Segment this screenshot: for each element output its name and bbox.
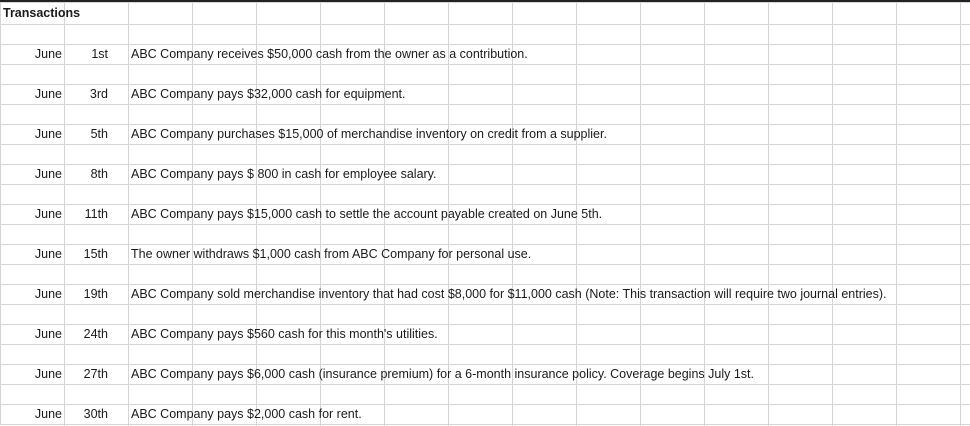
description-cell[interactable]: ABC Company sold merchandise inventory that had cost $8,000 for $11,000 cash (Note: This transaction will require two journal entries). [131,287,887,301]
day-cell[interactable]: 11th [84,207,108,221]
transaction-row [0,324,970,344]
grid-row-line [0,264,970,265]
grid-row-line [0,64,970,65]
transaction-row [0,164,970,184]
description-cell[interactable]: ABC Company pays $ 800 in cash for employee salary. [131,167,437,181]
description-cell[interactable]: ABC Company pays $15,000 cash to settle the account payable created on June 5th. [131,207,603,221]
month-cell[interactable]: June [34,407,62,421]
day-cell[interactable]: 19th [83,287,108,301]
sheet-title[interactable]: Transactions [3,6,81,20]
day-cell[interactable]: 5th [90,127,108,141]
grid-row-line [0,384,970,385]
month-cell[interactable]: June [34,287,62,301]
description-cell[interactable]: ABC Company purchases $15,000 of merchandise inventory on credit from a supplier. [131,127,607,141]
transaction-row [0,364,970,384]
grid-row-line [0,24,970,25]
day-cell[interactable]: 30th [83,407,108,421]
grid-row-line [0,344,970,345]
month-cell[interactable]: June [34,87,62,101]
description-cell[interactable]: The owner withdraws $1,000 cash from ABC Company for personal use. [131,247,532,261]
transaction-row [0,244,970,264]
month-cell[interactable]: June [34,167,62,181]
month-cell[interactable]: June [34,127,62,141]
transaction-row [0,124,970,144]
transaction-row [0,44,970,64]
month-cell[interactable]: June [34,47,62,61]
day-cell[interactable]: 3rd [89,87,108,101]
description-cell[interactable]: ABC Company pays $560 cash for this month's utilities. [131,327,438,341]
day-cell[interactable]: 8th [90,167,108,181]
transaction-row [0,204,970,224]
month-cell[interactable]: June [34,247,62,261]
transaction-row [0,84,970,104]
description-cell[interactable]: ABC Company receives $50,000 cash from the owner as a contribution. [131,47,528,61]
grid-row-line [0,304,970,305]
transaction-row [0,284,970,304]
grid-row-line [0,424,970,425]
grid-row-line [0,144,970,145]
month-cell[interactable]: June [34,207,62,221]
day-cell[interactable]: 27th [83,367,108,381]
day-cell[interactable]: 24th [83,327,108,341]
grid-row-line [0,224,970,225]
month-cell[interactable]: June [34,327,62,341]
description-cell[interactable]: ABC Company pays $6,000 cash (insurance premium) for a 6-month insurance policy. Coverage begins July 1st. [131,367,754,381]
day-cell[interactable]: 15th [83,247,108,261]
day-cell[interactable]: 1st [91,47,108,61]
grid-row-line [0,104,970,105]
description-cell[interactable]: ABC Company pays $2,000 cash for rent. [131,407,362,421]
transaction-row [0,404,970,424]
description-cell[interactable]: ABC Company pays $32,000 cash for equipment. [131,87,406,101]
grid-row-line [0,184,970,185]
month-cell[interactable]: June [34,367,62,381]
